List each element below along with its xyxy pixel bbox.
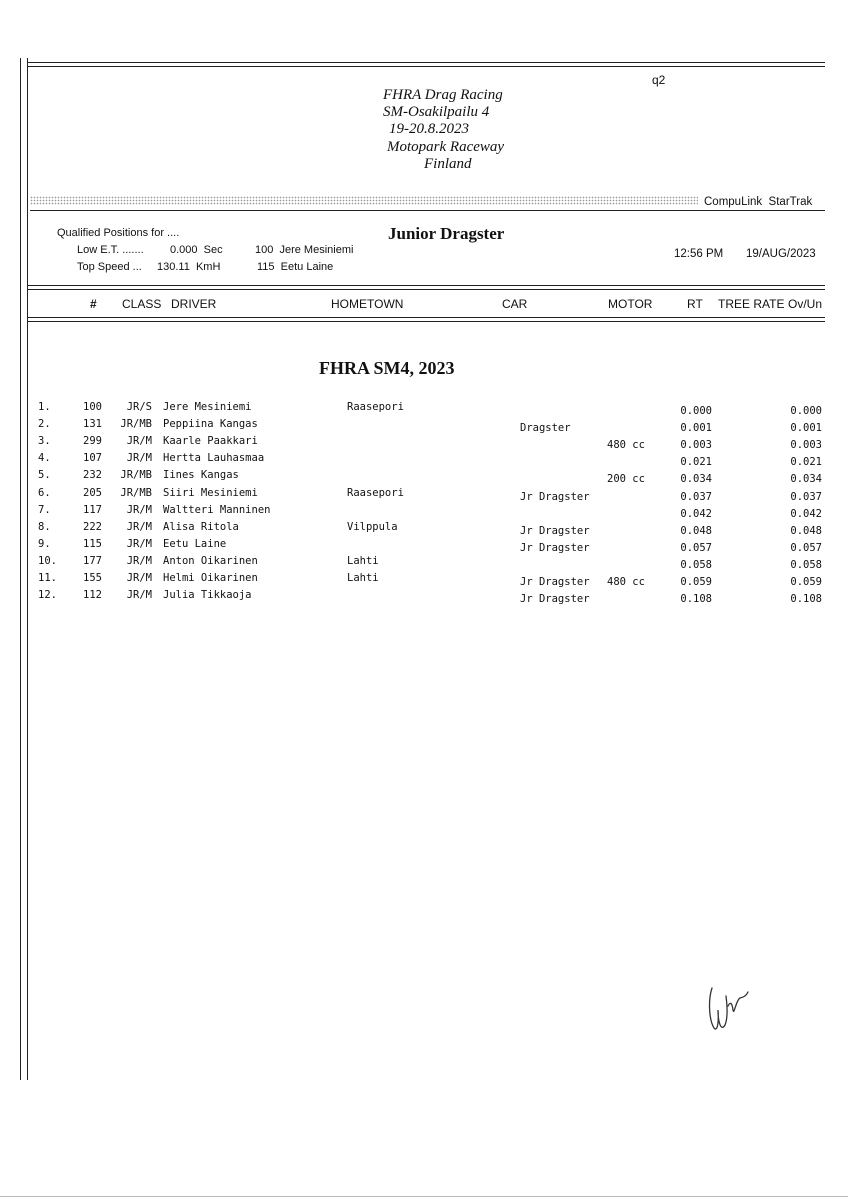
cell-pos: 12. <box>38 589 57 602</box>
cell-car: Jr Dragster <box>520 541 590 554</box>
cell-driver: Alisa Ritola <box>163 520 239 533</box>
cell-cls: JR/M <box>126 589 152 602</box>
table-row <box>0 589 848 605</box>
col-rt: RT <box>687 297 703 311</box>
cell-ovun: 0.057 <box>790 541 822 554</box>
qualified-label: Qualified Positions for .... <box>57 227 180 239</box>
table-row <box>0 401 848 417</box>
table-row <box>0 435 848 451</box>
cell-cls: JR/M <box>126 503 152 516</box>
cell-driver: Iines Kangas <box>163 469 239 482</box>
cell-ovun: 0.000 <box>790 405 822 417</box>
cell-car: Dragster <box>520 422 571 435</box>
cell-driver: Hertta Lauhasmaa <box>163 452 265 465</box>
cell-num: 112 <box>83 589 102 602</box>
header-rule-top-2 <box>27 289 825 290</box>
cell-ovun: 0.037 <box>790 490 822 503</box>
col-driver: DRIVER <box>171 297 217 311</box>
cell-rt: 0.108 <box>680 593 712 606</box>
cell-ovun: 0.021 <box>790 456 822 469</box>
print-time: 12:56 PM <box>674 248 724 260</box>
event-dates: 19-20.8.2023 <box>389 121 469 137</box>
cell-motor: 480 cc <box>607 576 645 588</box>
cell-car: Jr Dragster <box>520 576 590 588</box>
system-label: CompuLink StarTrak <box>704 196 813 208</box>
cell-motor: 480 cc <box>607 439 645 452</box>
top-rule-2 <box>27 66 825 67</box>
col-num: # <box>90 297 97 311</box>
cell-pos: 1. <box>38 401 51 413</box>
cell-driver: Julia Tikkaoja <box>163 589 252 602</box>
cell-driver: Waltteri Manninen <box>163 503 271 516</box>
cell-num: 177 <box>83 554 102 567</box>
col-car: CAR <box>502 297 528 311</box>
table-row <box>0 521 848 537</box>
cell-num: 155 <box>83 572 102 584</box>
header-rule-bottom <box>27 317 825 318</box>
cell-hometown: Lahti <box>347 572 379 584</box>
dotted-band <box>30 196 698 205</box>
cell-ovun: 0.034 <box>790 473 822 486</box>
cell-pos: 3. <box>38 435 51 448</box>
col-motor: MOTOR <box>608 297 653 311</box>
cell-rt: 0.058 <box>680 558 712 571</box>
cell-rt: 0.037 <box>680 490 712 503</box>
event-country: Finland <box>424 156 472 172</box>
cell-num: 117 <box>83 503 102 516</box>
cell-num: 299 <box>83 435 102 448</box>
cell-driver: Helmi Oikarinen <box>163 572 258 584</box>
cell-car: Jr Dragster <box>520 593 590 606</box>
cell-cls: JR/S <box>126 401 152 413</box>
section-title: FHRA SM4, 2023 <box>319 358 455 378</box>
cell-rt: 0.003 <box>680 439 712 452</box>
cell-rt: 0.001 <box>680 422 712 435</box>
table-row <box>0 538 848 554</box>
cell-pos: 5. <box>38 469 51 482</box>
cell-ovun: 0.058 <box>790 558 822 571</box>
table-row <box>0 555 848 571</box>
print-date: 19/AUG/2023 <box>746 248 816 260</box>
cell-ovun: 0.059 <box>790 576 822 588</box>
cell-driver: Eetu Laine <box>163 537 227 550</box>
low-et-value: 0.000 Sec <box>170 244 223 256</box>
cell-ovun: 0.048 <box>790 524 822 537</box>
cell-rt: 0.057 <box>680 541 712 554</box>
header-rule-top <box>27 285 825 286</box>
cell-car: Jr Dragster <box>520 490 590 503</box>
top-speed-driver: 115 Eetu Laine <box>257 261 334 273</box>
cell-rt: 0.059 <box>680 576 712 588</box>
cell-ovun: 0.001 <box>790 422 822 435</box>
cell-cls: JR/MB <box>120 486 152 499</box>
col-tree-rate: TREE RATE <box>718 297 785 311</box>
cell-ovun: 0.003 <box>790 439 822 452</box>
cell-cls: JR/MB <box>120 418 152 431</box>
cell-rt: 0.000 <box>680 405 712 417</box>
cell-num: 115 <box>83 537 102 550</box>
cell-num: 205 <box>83 486 102 499</box>
event-title: FHRA Drag Racing <box>383 87 503 103</box>
cell-num: 107 <box>83 452 102 465</box>
table-row <box>0 487 848 503</box>
cell-rt: 0.034 <box>680 473 712 486</box>
cell-ovun: 0.108 <box>790 593 822 606</box>
event-round: SM-Osakilpailu 4 <box>383 104 490 120</box>
cell-cls: JR/M <box>126 435 152 448</box>
cell-rt: 0.042 <box>680 507 712 520</box>
cell-num: 100 <box>83 401 102 413</box>
top-speed-label: Top Speed ... <box>77 261 142 273</box>
cell-cls: JR/M <box>126 520 152 533</box>
low-et-driver: 100 Jere Mesiniemi <box>255 244 354 256</box>
cell-pos: 4. <box>38 452 51 465</box>
cell-driver: Peppiina Kangas <box>163 418 258 431</box>
cell-cls: JR/MB <box>120 469 152 482</box>
system-rule <box>30 210 825 211</box>
cell-hometown: Raasepori <box>347 401 404 413</box>
cell-pos: 2. <box>38 418 51 431</box>
cell-pos: 8. <box>38 520 51 533</box>
col-hometown: HOMETOWN <box>331 297 404 311</box>
top-rule <box>27 62 825 63</box>
cell-cls: JR/M <box>126 572 152 584</box>
cell-driver: Jere Mesiniemi <box>163 401 252 413</box>
cell-hometown: Vilppula <box>347 520 398 533</box>
cell-pos: 7. <box>38 503 51 516</box>
cell-cls: JR/M <box>126 537 152 550</box>
cell-cls: JR/M <box>126 554 152 567</box>
cell-driver: Kaarle Paakkari <box>163 435 258 448</box>
cell-pos: 6. <box>38 486 51 499</box>
cell-cls: JR/M <box>126 452 152 465</box>
signature-mark <box>700 980 760 1040</box>
cell-hometown: Lahti <box>347 554 379 567</box>
cell-car: Jr Dragster <box>520 524 590 537</box>
cell-pos: 9. <box>38 537 51 550</box>
class-title: Junior Dragster <box>388 224 505 243</box>
table-row <box>0 452 848 468</box>
cell-num: 222 <box>83 520 102 533</box>
col-class: CLASS <box>122 297 162 311</box>
cell-motor: 200 cc <box>607 473 645 486</box>
table-row <box>0 418 848 434</box>
cell-rt: 0.021 <box>680 456 712 469</box>
cell-rt: 0.048 <box>680 524 712 537</box>
page-id: q2 <box>652 73 666 87</box>
cell-pos: 10. <box>38 554 57 567</box>
cell-pos: 11. <box>38 572 57 584</box>
cell-num: 232 <box>83 469 102 482</box>
footer-rule <box>0 1196 848 1197</box>
table-row <box>0 469 848 485</box>
cell-num: 131 <box>83 418 102 431</box>
cell-ovun: 0.042 <box>790 507 822 520</box>
header-rule-bottom-2 <box>27 321 825 322</box>
table-row <box>0 504 848 520</box>
table-row <box>0 572 848 588</box>
low-et-label: Low E.T. ....... <box>77 244 144 256</box>
cell-driver: Anton Oikarinen <box>163 554 258 567</box>
top-speed-value: 130.11 KmH <box>157 261 221 273</box>
col-ovun: Ov/Un <box>788 297 823 311</box>
event-venue: Motopark Raceway <box>387 139 505 155</box>
cell-driver: Siiri Mesiniemi <box>163 486 258 499</box>
cell-hometown: Raasepori <box>347 486 404 499</box>
